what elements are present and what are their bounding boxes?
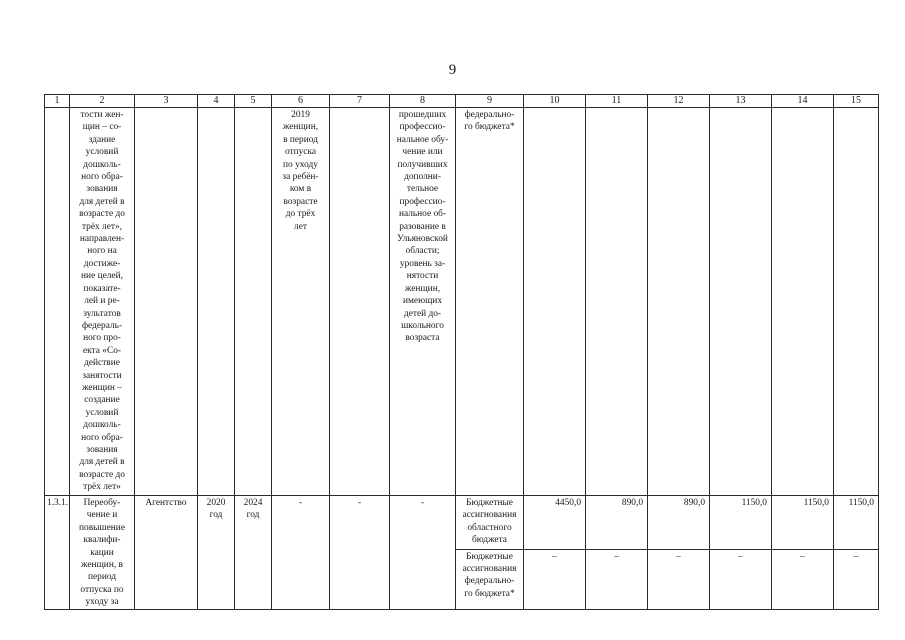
- regional-year-value: 890,0: [648, 496, 710, 550]
- item-start-year: 2020 год: [198, 496, 235, 610]
- column-number: 15: [834, 95, 879, 108]
- column-number: 2: [70, 95, 135, 108]
- funding-regional: Бюджетные ассигнования областного бюджета: [456, 496, 524, 550]
- cell-result-value: 2019 женщин, в период отпуска по уходу за ребён- ком в возрасте до трёх лет: [272, 108, 330, 496]
- regional-total: 4450,0: [524, 496, 586, 550]
- regional-year-value: 1150,0: [834, 496, 879, 550]
- column-number: 13: [710, 95, 772, 108]
- column-number: 8: [390, 95, 456, 108]
- federal-year-value: –: [834, 549, 879, 609]
- item-end-year: 2024 год: [235, 496, 272, 610]
- column-number: 11: [586, 95, 648, 108]
- regional-year-value: 1150,0: [772, 496, 834, 550]
- federal-year-value: –: [710, 549, 772, 609]
- cell-year: [586, 108, 648, 496]
- column-number: 9: [456, 95, 524, 108]
- column-number-row: [45, 95, 879, 108]
- column-number: 6: [272, 95, 330, 108]
- federal-total: –: [524, 549, 586, 609]
- column-number: 4: [198, 95, 235, 108]
- item-col7: -: [330, 496, 390, 610]
- cell-event-name: тости жен- щин – со- здание условий дошколь- ного обра- зования для детей в возрасте до трёх лет», направлен- ного на достиже- ние целей, показате- лей и ре- зультатов федераль- ного про- екта «Со- действие занятости женщин – создание условий дошколь- ного обра- зования для детей в возрасте до трёх лет»: [70, 108, 135, 496]
- cell-year: [710, 108, 772, 496]
- regional-year-value: 1150,0: [710, 496, 772, 550]
- column-number: 10: [524, 95, 586, 108]
- cell-year: [648, 108, 710, 496]
- column-number: 3: [135, 95, 198, 108]
- cell-executor: [135, 108, 198, 496]
- column-number: 7: [330, 95, 390, 108]
- item-col8: -: [390, 496, 456, 610]
- federal-year-value: –: [772, 549, 834, 609]
- column-number: 5: [235, 95, 272, 108]
- cell-year: [772, 108, 834, 496]
- cell-indicator: прошедших профессио- нальное обу- чение или получивших дополни- тельное профессио- нальное об- разование в Ульяновской области; уровень за- нятости женщин, имеющих детей до- школьного возраста: [390, 108, 456, 496]
- program-table: [44, 94, 879, 610]
- item-row-regional: [45, 496, 879, 550]
- column-number: 12: [648, 95, 710, 108]
- cell-funding-source: федерально- го бюджета*: [456, 108, 524, 496]
- funding-federal: Бюджетные ассигнования федерально- го бюджета*: [456, 549, 524, 609]
- federal-year-value: –: [648, 549, 710, 609]
- column-number: 1: [45, 95, 70, 108]
- cell-start: [198, 108, 235, 496]
- page-number: 9: [448, 62, 457, 78]
- item-title: Переобу- чение и повышение квалифи- кации женщин, в период отпуска по уходу за: [70, 496, 135, 610]
- regional-year-value: 890,0: [586, 496, 648, 550]
- cell-total: [524, 108, 586, 496]
- item-number: 1.3.1.: [45, 496, 70, 610]
- cell-number: [45, 108, 70, 496]
- federal-year-value: –: [586, 549, 648, 609]
- cell-year: [834, 108, 879, 496]
- column-number: 14: [772, 95, 834, 108]
- item-col6: -: [272, 496, 330, 610]
- item-executor: Агентство: [135, 496, 198, 610]
- continuation-row: [45, 108, 879, 496]
- cell-end: [235, 108, 272, 496]
- cell-col7: [330, 108, 390, 496]
